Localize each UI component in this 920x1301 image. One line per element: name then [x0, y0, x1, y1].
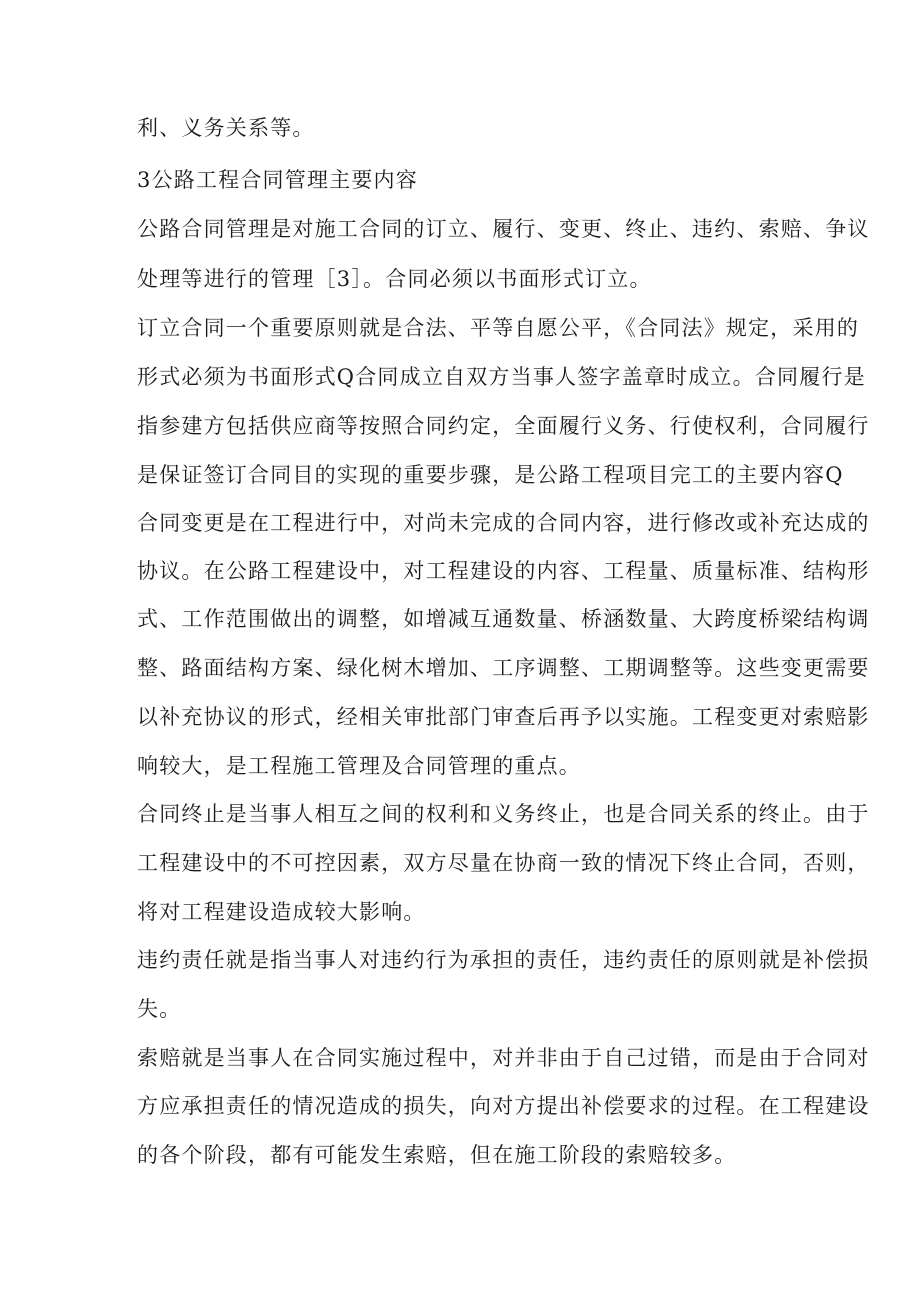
text-line: 将对工程建设造成较大影响。 [137, 900, 426, 924]
text-line: 形式必须为书面形式Q合同成立自双方当事人签字盖章时成立。合同履行是 [137, 365, 866, 389]
text-line: 失。 [137, 997, 182, 1021]
text-line: 是保证签订合同目的实现的重要步骤，是公路工程项目完工的主要内容Q [137, 463, 844, 487]
text-line: 以补充协议的形式，经相关审批部门审查后再予以实施。工程变更对索赔影 [137, 705, 870, 729]
text-line: 协议。在公路工程建设中，对工程建设的内容、工程量、质量标准、结构形 [137, 559, 870, 583]
text-line: 工程建设中的不可控因素，双方尽量在协商一致的情况下终止合同，否则， [137, 851, 870, 875]
text-line: 处理等进行的管理［3］。合同必须以书面形式订立。 [137, 267, 652, 291]
text-line: 索赔就是当事人在合同实施过程中，对并非由于自己过错，而是由于合同对 [137, 1046, 870, 1070]
text-line: 指参建方包括供应商等按照合同约定，全面履行义务、行使权利，合同履行 [137, 414, 870, 438]
text-line: 合同终止是当事人相互之间的权利和义务终止，也是合同关系的终止。由于 [137, 802, 870, 826]
text-line: 合同变更是在工程进行中，对尚未完成的合同内容，进行修改或补充达成的 [137, 511, 870, 535]
text-line: 响较大，是工程施工管理及合同管理的重点。 [137, 754, 581, 778]
text-line: 公路合同管理是对施工合同的订立、履行、变更、终止、违约、索赔、争议 [137, 217, 870, 241]
text-line: 违约责任就是指当事人对违约行为承担的责任，违约责任的原则就是补偿损 [137, 948, 870, 972]
text-line: 方应承担责任的情况造成的损失，向对方提出补偿要求的过程。在工程建设 [137, 1094, 870, 1118]
text-line: 利、义务关系等。 [137, 116, 315, 140]
text-line: 整、路面结构方案、绿化树木增加、工序调整、工期调整等。这些变更需要 [137, 656, 870, 680]
text-line: 的各个阶段，都有可能发生索赔，但在施工阶段的索赔较多。 [137, 1143, 737, 1167]
section-heading: 3公路工程合同管理主要内容 [137, 168, 418, 192]
text-line: 订立合同一个重要原则就是合法、平等自愿公平，《合同法》规定，采用的 [137, 316, 860, 340]
text-line: 式、工作范围做出的调整，如增减互通数量、桥涵数量、大跨度桥梁结构调 [137, 607, 870, 631]
